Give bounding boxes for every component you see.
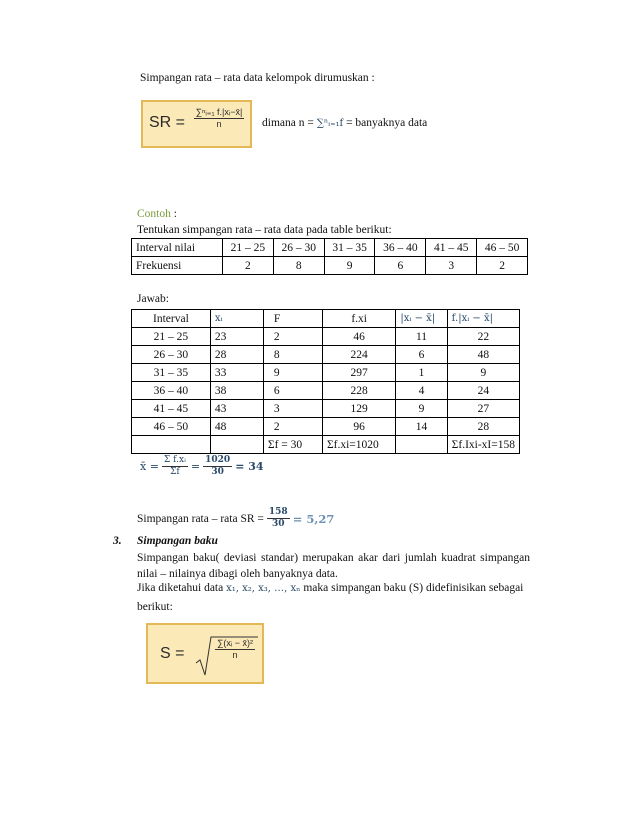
example-table xyxy=(131,238,528,275)
mean-frac1-num: Σ f.xᵢ xyxy=(163,455,186,465)
table-cell: 6 xyxy=(263,382,322,400)
sr-formula-lhs: SR = xyxy=(149,114,186,131)
header-cell: F xyxy=(263,310,322,328)
table-cell: 31 – 35 xyxy=(324,239,375,257)
table-cell: 36 – 40 xyxy=(132,382,211,400)
table-cell: Interval nilai xyxy=(132,239,223,257)
header-cell: f.xi xyxy=(322,310,395,328)
header-cell: Interval xyxy=(132,310,211,328)
table-row xyxy=(132,257,528,275)
table-row xyxy=(132,310,520,328)
table-cell: 24 xyxy=(447,382,519,400)
table-cell: 96 xyxy=(322,418,395,436)
sr-num: 158 xyxy=(268,507,288,517)
table-cell: 26 – 30 xyxy=(132,346,211,364)
table-cell: 21 – 25 xyxy=(223,239,274,257)
where-text: dimana n = xyxy=(262,117,317,129)
sr-den: 30 xyxy=(272,518,285,529)
para2-data: x₁, x₂, x₃, …, xₙ xyxy=(226,583,301,594)
para2-a: Jika diketahui data xyxy=(137,582,227,594)
s-formula-numerator: ∑(xᵢ − x̄)² xyxy=(216,638,254,648)
table-cell: 28 xyxy=(210,346,263,364)
table-row xyxy=(132,400,520,418)
table-cell: 3 xyxy=(263,400,322,418)
table-cell: 23 xyxy=(210,328,263,346)
mean-eq: = xyxy=(190,460,201,474)
header-cell: f.|xᵢ − x̄| xyxy=(447,310,519,328)
mean-lhs: x̄ = xyxy=(140,460,159,474)
contoh-line xyxy=(137,208,177,220)
table-cell: 46 – 50 xyxy=(132,418,211,436)
table-cell: 224 xyxy=(322,346,395,364)
answer-table xyxy=(131,309,520,454)
table-row xyxy=(132,364,520,382)
table-row xyxy=(132,418,520,436)
totals-row xyxy=(132,436,520,454)
section-para2 xyxy=(137,582,532,594)
table-cell: 33 xyxy=(210,364,263,382)
header-cell: |xᵢ − x̄| xyxy=(396,310,447,328)
contoh-instruction: Tentukan simpangan rata – rata data pada table berikut: xyxy=(137,224,392,236)
mean-frac2-num: 1020 xyxy=(205,455,231,465)
table-cell: 297 xyxy=(322,364,395,382)
table-cell: 48 xyxy=(447,346,519,364)
where-sum: ∑ⁿᵢ₌₁f xyxy=(316,118,344,129)
table-cell: 28 xyxy=(447,418,519,436)
section-title: Simpangan baku xyxy=(137,535,218,547)
table-cell: 4 xyxy=(396,382,447,400)
table-cell: 14 xyxy=(396,418,447,436)
table-cell: 31 – 35 xyxy=(132,364,211,382)
contoh-label: Contoh xyxy=(137,208,171,220)
table-cell: 41 – 45 xyxy=(132,400,211,418)
sr-formula-denominator: n xyxy=(216,118,222,129)
sr-result: = 5,27 xyxy=(292,511,335,526)
mean-result: = 34 xyxy=(235,460,264,474)
table-cell: 27 xyxy=(447,400,519,418)
section-para1: Simpangan baku( deviasi standar) merupakan akar dari jumlah kuadrat simpangan nilai – nilainya dibagi oleh banyaknya data. xyxy=(137,552,530,580)
table-cell: 46 xyxy=(322,328,395,346)
table-cell: 21 – 25 xyxy=(132,328,211,346)
s-formula-lhs: S = xyxy=(160,645,185,662)
header-cell: xᵢ xyxy=(210,310,263,328)
table-cell: 6 xyxy=(396,346,447,364)
s-formula-denominator: n xyxy=(232,649,238,660)
mean-frac1-den: Σf xyxy=(170,466,180,477)
sr-result-line xyxy=(137,508,334,530)
table-cell: 8 xyxy=(273,257,324,275)
where-line xyxy=(262,117,427,129)
table-cell: 9 xyxy=(324,257,375,275)
table-cell: Frekuensi xyxy=(132,257,223,275)
total-fxi-cell: Σf.xi=1020 xyxy=(322,436,395,454)
mean-frac2-den: 30 xyxy=(211,466,224,477)
table-cell: 46 – 50 xyxy=(477,239,528,257)
table-cell: 9 xyxy=(263,364,322,382)
table-row xyxy=(132,328,520,346)
sr-text: Simpangan rata – rata SR = xyxy=(137,512,264,525)
table-row xyxy=(132,239,528,257)
table-cell: 41 – 45 xyxy=(426,239,477,257)
table-cell: 22 xyxy=(447,328,519,346)
table-row xyxy=(132,382,520,400)
contoh-colon: : xyxy=(170,208,177,220)
table-cell: 2 xyxy=(477,257,528,275)
total-f-cell: Σf = 30 xyxy=(263,436,322,454)
table-cell: 36 – 40 xyxy=(375,239,426,257)
table-cell: 48 xyxy=(210,418,263,436)
section-number: 3. xyxy=(113,535,122,547)
table-cell: 43 xyxy=(210,400,263,418)
s-formula-box xyxy=(146,623,264,684)
sr-formula-numerator: ∑ⁿᵢ₌₁ f.|xᵢ−x̄| xyxy=(195,107,243,117)
table-cell: 2 xyxy=(223,257,274,275)
table-cell xyxy=(132,436,211,454)
table-cell: 9 xyxy=(396,400,447,418)
table-cell: 2 xyxy=(263,328,322,346)
table-cell: 26 – 30 xyxy=(273,239,324,257)
table-cell: 9 xyxy=(447,364,519,382)
table-cell: 38 xyxy=(210,382,263,400)
table-cell xyxy=(210,436,263,454)
table-cell: 1 xyxy=(396,364,447,382)
table-cell: 3 xyxy=(426,257,477,275)
table-cell: 8 xyxy=(263,346,322,364)
para2-b: maka simpangan baku (S) didefinisikan sebagai xyxy=(300,582,524,594)
sr-formula-box xyxy=(141,100,252,148)
table-row xyxy=(132,346,520,364)
table-cell: 6 xyxy=(375,257,426,275)
table-cell: 129 xyxy=(322,400,395,418)
table-cell: 2 xyxy=(263,418,322,436)
where-tail: = banyaknya data xyxy=(343,117,428,129)
total-deviation-cell: Σf.Ixi-xI=158 xyxy=(447,436,519,454)
para2-c: berikut: xyxy=(137,601,173,613)
table-cell xyxy=(396,436,447,454)
table-cell: 11 xyxy=(396,328,447,346)
jawab-label: Jawab: xyxy=(137,293,169,305)
mean-formula xyxy=(140,456,264,478)
table-cell: 228 xyxy=(322,382,395,400)
intro-text: Simpangan rata – rata data kelompok dirumuskan : xyxy=(140,72,375,84)
